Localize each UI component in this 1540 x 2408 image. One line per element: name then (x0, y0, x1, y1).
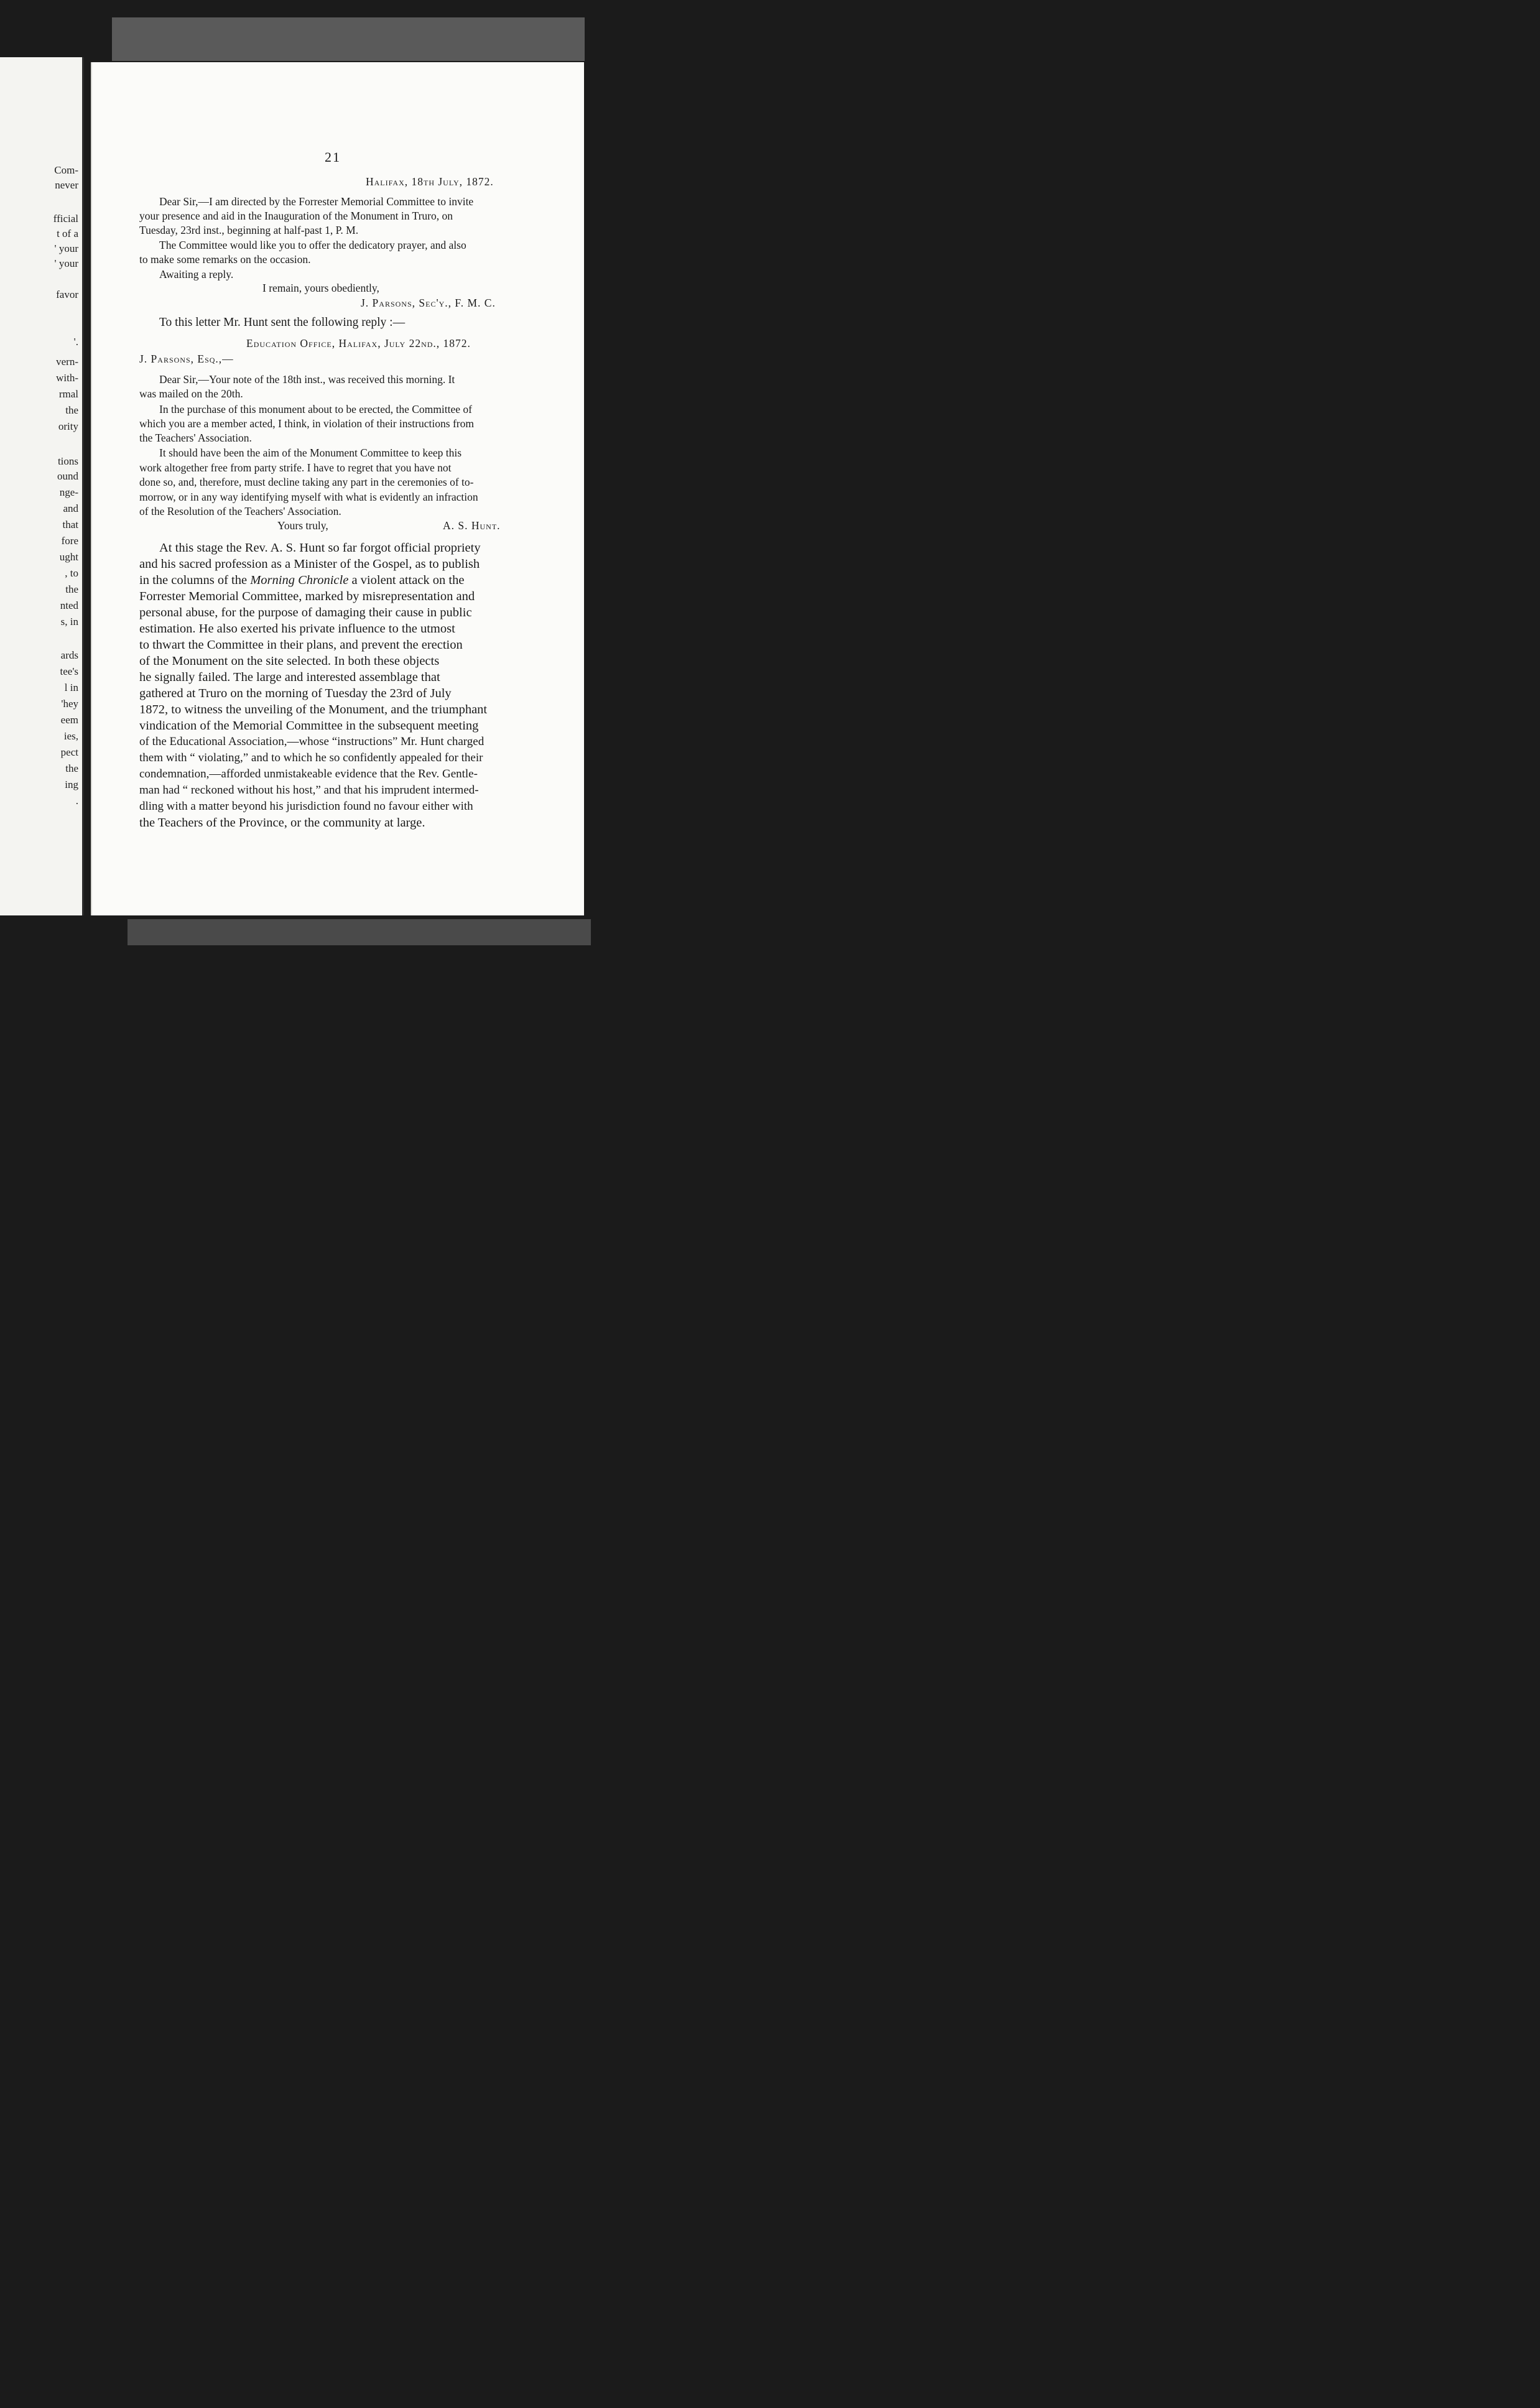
facing-page-fragment: ority (58, 420, 78, 432)
body-line: vindication of the Memorial Committee in the subsequent meeting (139, 719, 479, 733)
scanner-border-bottom (128, 919, 591, 945)
facing-page-fragment: with- (56, 372, 78, 384)
facing-page-fragment: , to (65, 567, 78, 579)
body-line: man had “ reckoned without his host,” and that his imprudent intermed- (139, 784, 479, 797)
facing-page-fragment: vern- (56, 356, 78, 368)
letter1-line: Awaiting a reply. (159, 268, 234, 280)
facing-page-fragment: ing (65, 779, 78, 790)
letter2-line: of the Resolution of the Teachers' Association. (139, 505, 341, 517)
letter2-line: was mailed on the 20th. (139, 387, 243, 400)
facing-page-fragment: and (63, 502, 78, 514)
facing-page-fragment: ' your (54, 243, 78, 254)
facing-page-fragment: fficial (53, 213, 78, 225)
letter1-signature: J. Parsons, Sec'y., F. M. C. (361, 297, 496, 309)
letter2-line: work altogether free from party strife. I have to regret that you have not (139, 461, 452, 474)
letter2-line: Dear Sir,—Your note of the 18th inst., was received this morning. It (159, 373, 455, 386)
facing-page-fragment: the (65, 583, 78, 595)
body-line: Forrester Memorial Committee, marked by misrepresentation and (139, 590, 475, 603)
facing-page-fragment: rmal (58, 388, 78, 400)
body-line: the Teachers of the Province, or the community at large. (139, 816, 425, 830)
facing-page-fragment: tions (57, 455, 78, 467)
facing-page-fragment: ound (57, 470, 78, 482)
facing-page-fragment: that (62, 519, 78, 530)
facing-page-fragment: nge- (59, 486, 78, 498)
facing-page-fragment: . (75, 795, 78, 807)
facing-page-fragment: Com- (54, 164, 78, 176)
facing-page-fragment: the (65, 762, 78, 774)
body-line: estimation. He also exerted his private influence to the utmost (139, 622, 455, 636)
reply-intro: To this letter Mr. Hunt sent the following reply :— (159, 316, 406, 329)
facing-page-fragment: never (55, 179, 78, 191)
body-line: gathered at Truro on the morning of Tuesday the 23rd of July (139, 687, 452, 700)
facing-page-fragment: eem (60, 714, 78, 726)
facing-page-fragment: tee's (60, 665, 78, 677)
letter1-line: The Committee would like you to offer the dedicatory prayer, and also (159, 239, 466, 251)
body-line: personal abuse, for the purpose of damaging their cause in public (139, 606, 472, 619)
facing-page-fragment: favor (56, 289, 78, 300)
body-line: to thwart the Committee in their plans, and prevent the erection (139, 638, 463, 652)
body-line: condemnation,—afforded unmistakeable evidence that the Rev. Gentle- (139, 767, 478, 780)
letter2-line: It should have been the aim of the Monument Committee to keep this (159, 447, 462, 459)
document-page (91, 62, 584, 915)
facing-page-fragment: ' your (54, 257, 78, 269)
facing-page-fragment: '. (73, 336, 78, 348)
letter2-line: morrow, or in any way identifying myself with what is evidently an infraction (139, 491, 478, 503)
body-line: in the columns of the Morning Chronicle a violent attack on the (139, 573, 465, 587)
body-line: 1872, to witness the unveiling of the Monument, and the triumphant (139, 703, 488, 716)
facing-page-fragment: ught (59, 551, 78, 563)
body-line: of the Monument on the site selected. In both these objects (139, 654, 440, 668)
letter1-line: Dear Sir,—I am directed by the Forrester Memorial Committee to invite (159, 195, 474, 208)
letter2-line: In the purchase of this monument about to be erected, the Committee of (159, 403, 472, 415)
letter1-line: your presence and aid in the Inauguration of the Monument in Truro, on (139, 210, 453, 222)
facing-page-fragment: ies, (63, 730, 78, 742)
letter1-line: Tuesday, 23rd inst., beginning at half-past 1, P. M. (139, 224, 359, 236)
scanner-border-top (112, 17, 585, 61)
letter2-line: done so, and, therefore, must decline taking any part in the ceremonies of to- (139, 476, 474, 488)
facing-page-fragment: nted (60, 600, 78, 611)
letter2-signature: A. S. Hunt. (443, 519, 501, 532)
facing-page-fragment: t of a (57, 228, 78, 239)
letter1-place-date: Halifax, 18th July, 1872. (366, 175, 494, 188)
facing-page-fragment: pect (60, 746, 78, 758)
page-number: 21 (325, 149, 341, 165)
body-line: and his sacred profession as a Minister of the Gospel, as to publish (139, 557, 480, 571)
letter2-addressee: J. Parsons, Esq.,— (139, 353, 234, 365)
letter1-closing: I remain, yours obediently, (262, 282, 379, 294)
body-line: them with “ violating,” and to which he so confidently appealed for their (139, 751, 483, 764)
body-line: he signally failed. The large and interested assemblage that (139, 670, 440, 684)
facing-page-fragment: s, in (60, 616, 78, 627)
letter2-closing: Yours truly, (277, 519, 328, 532)
facing-page-left (0, 57, 84, 915)
facing-page-fragment: l in (64, 682, 78, 693)
facing-page-fragment: 'hey (61, 698, 78, 710)
facing-page-fragment: fore (61, 535, 78, 547)
letter2-heading: Education Office, Halifax, July 22nd., 1872. (246, 337, 471, 350)
letter2-line: the Teachers' Association. (139, 432, 252, 444)
facing-page-fragment: the (65, 404, 78, 416)
body-line: of the Educational Association,—whose “instructions” Mr. Hunt charged (139, 735, 485, 748)
letter1-line: to make some remarks on the occasion. (139, 253, 311, 266)
facing-page-fragment: ards (60, 649, 78, 661)
body-line: At this stage the Rev. A. S. Hunt so far forgot official propriety (159, 541, 481, 555)
body-line: dling with a matter beyond his jurisdiction found no favour either with (139, 800, 473, 813)
letter2-line: which you are a member acted, I think, in violation of their instructions from (139, 417, 474, 430)
